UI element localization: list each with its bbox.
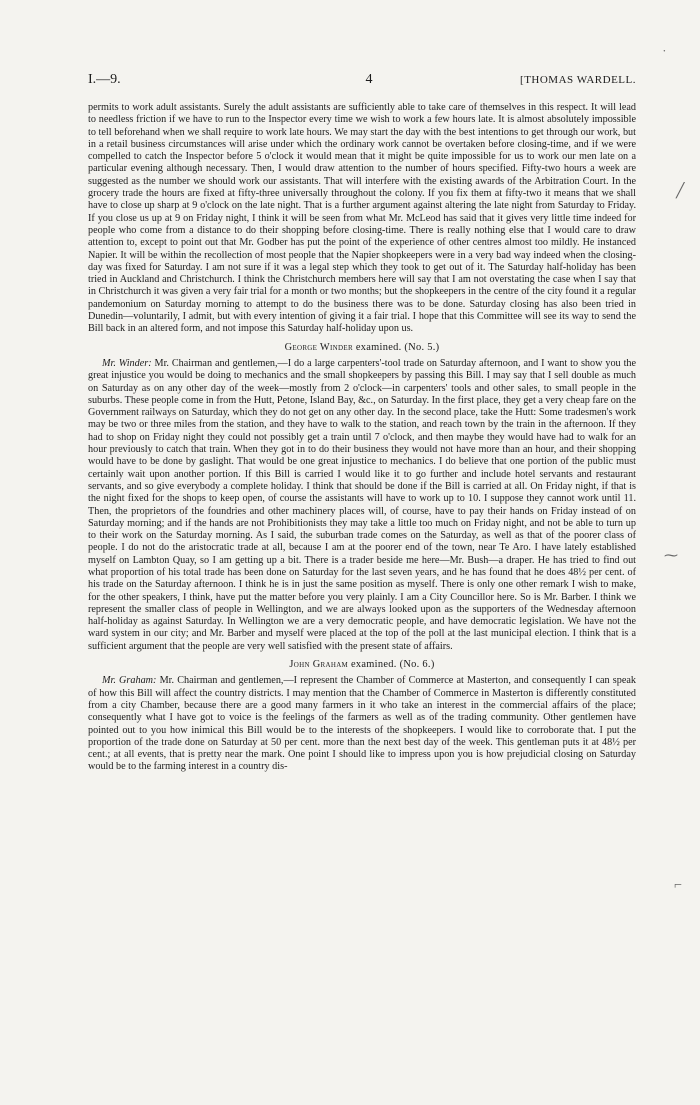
document-page (88, 72, 636, 774)
section-heading-5 (88, 342, 636, 354)
margin-mark-3: ⌐ (674, 878, 682, 893)
page-header (88, 72, 636, 88)
margin-mark-2: ⁓ (664, 549, 678, 564)
speaker-5: Mr. Winder: (102, 357, 152, 369)
page-number: 4 (365, 72, 373, 87)
witness-name-6: John Graham (289, 659, 349, 671)
testimony-paragraph-6 (88, 675, 636, 773)
witness-name: [THOMAS WARDELL. (520, 74, 636, 86)
section-heading-6 (88, 659, 636, 671)
paper-reference: I.—9. (88, 72, 121, 87)
speaker-6: Mr. Graham: (102, 675, 157, 687)
testimony-text-6: Mr. Chairman and gentlemen,—I represent the Chamber of Commerce at Masterton, and consequently I can speak of how this Bill will affect the country districts. I may mention that the Chamber of Commerce in Masterton is differently constituted from a city Chamber, because there are a good many farmers in it who take an interest in the commercial affairs of the place; consequently what I have got to voice is the feelings of the farmers as well as of the trading community. Other gentlemen have pointed out to you how inimical this Bill would be to the interests of the shopkeepers. I would like to corroborate that. I put the proportion of the trade done on Saturday at 50 per cent. more than the next best day of the week. This gentleman puts it at 48½ per cent.; at all events, that is pretty near the mark. One point I should like to impress upon you is how prejudicial closing on Saturday would be to the farming interest in a country dis- (88, 675, 636, 773)
margin-mark-1: ╱ (676, 184, 685, 199)
continued-paragraph: permits to work adult assistants. Surely the adult assistants are sufficiently able to take care of themselves in this respect. It will lead to needless friction if we have to run to the Inspector every time we wish to work a few hours late. It is almost absolutely impossible to tell beforehand when we shall require to work late hours. We may start the day with the best intentions to get through our work, but in a retail business circumstances will arise under which the ordinary work cannot be overtaken before closing-time, and if we were compelled to catch the Inspector before 5 o'clock it would mean that it might be quite impossible for us to work our men late on a particular evening although necessary. Then, I would draw attention to the number of hours specified. Fifty-two hours a week are suggested as the number we should work our assistants. That will interfere with the existing awards of the Arbitration Court. In the grocery trade the hours are fixed at fifty-three universally throughout the colony. If you fix them at fifty-two it means that we shall have to close up sharp at 9 o'clock on the late night. That is a further argument against altering the late night from Saturday to Friday. If you close us up at 9 on Friday night, I think it will be seen from what Mr. McLeod has said that it gives very little time indeed for people who come from a distance to do their shopping before closing-time. There is really nothing else that I would care to draw attention to, except to point out that Mr. Godber has put the point of the experience of other centres almost too mildly. He instanced Napier. It will be within the recollection of most people that the Napier shopkeepers were in a very bad way indeed when the closing-day was fixed for Saturday. I am not sure if it was a legal step which they took to get out of it. The Saturday half-holiday has been tried in Auckland and Christchurch. I think the Christchurch members here will say that I am not overstating the case when I say that in Christchurch it was given a very fair trial for a month or two months; but the shopkeepers in the centre of the city found it a regular pandemonium on Saturday morning to attempt to do the business there was to be done. Saturday closing has also been tried in Dunedin—voluntarily, I admit, but with every intention of giving it a fair trial. I hope that this Committee will see its way to send the Bill back in an altered form, and not impose this Saturday half-holiday upon us. (88, 102, 636, 335)
margin-mark-top: ˙ (662, 48, 667, 63)
testimony-paragraph-5 (88, 358, 636, 653)
witness-name-5: George Winder (284, 341, 353, 353)
heading-rest-6: examined. (No. 6.) (350, 659, 435, 671)
heading-rest-5: examined. (No. 5.) (355, 341, 440, 353)
testimony-text-5: Mr. Chairman and gentlemen,—I do a large carpenters'-tool trade on Saturday afternoon, and I want to show you the great injustice you would be doing to mechanics and the small shopkeepers by passing this Bill. I may say that I sell double as much on Saturday as on any other day of the week—mostly from 2 o'clock—in carpenters' tools and other sales, to small people in the suburbs. These people come in from the Hutt, Petone, Island Bay, &c., on Saturday. In the first place, they get a very cheap fare on the Government railways on Saturday, which they do not get on any other day. In the second place, take the Hutt: Some tradesmen's work may be two or three miles from the station, and they have to walk to the station, and reach town by the train in the afternoon. If they had to shop on Friday night they could not possibly get a train until 7 o'clock, and then maybe they would have had to walk for an hour previously to catch that train. When they got in to do their business they would not have more than an hour, and their shopping would have to be done by gaslight. That would be one great injustice to mechanics. I do believe that one portion of the public must certainly wait upon another portion. If this Bill is carried I would like it to go further and include hotel servants and restaurant servants, and so give everybody a complete holiday. I think that should be done if the Bill is carried at all. On Friday night, if that is the night fixed for the shops to keep open, of course the assistants will have to work up to 10. I suppose they cannot work until 11. Then, the proprietors of the foundries and other machinery places will, of course, have to pay their hands on Friday instead of on Saturday morning; and if the hands are not Prohibitionists they may take a little too much on Friday night, and not be able to turn up to their work on the Saturday morning. As I said, the suburban trade comes on the Saturday, as well as that of the poorer class of people. I do not do the aristocratic trade at all, because I am at the poorer end of the town, near Te Aro. I have lately established myself on Lambton Quay, so I am getting up a bit. There is a trader beside me here—Mr. Bush—a draper. He has tried to find out what proportion of his total trade has been done on Saturday for the last seven years, and he has found that he does 48½ per cent. of his trade on the Saturday afternoon. I think he is in just the same position as myself. There is only one other remark I wish to make, for the other speakers, I think, have put the matter before you very plainly. I am a City Councillor here. So is Mr. Barber. I think we represent the smaller class of people in Wellington, and we are always looked upon as the supporters of the Wednesday afternoon half-holiday as against Saturday. In Wellington we are a very democratic people, and have democratic legislation. We have not the ward system in our city; and Mr. Barber and myself were placed at the top of the poll at the last municipal election. I think that is a sufficient argument that the people are very well satisfied with the present state of affairs. (88, 357, 637, 652)
